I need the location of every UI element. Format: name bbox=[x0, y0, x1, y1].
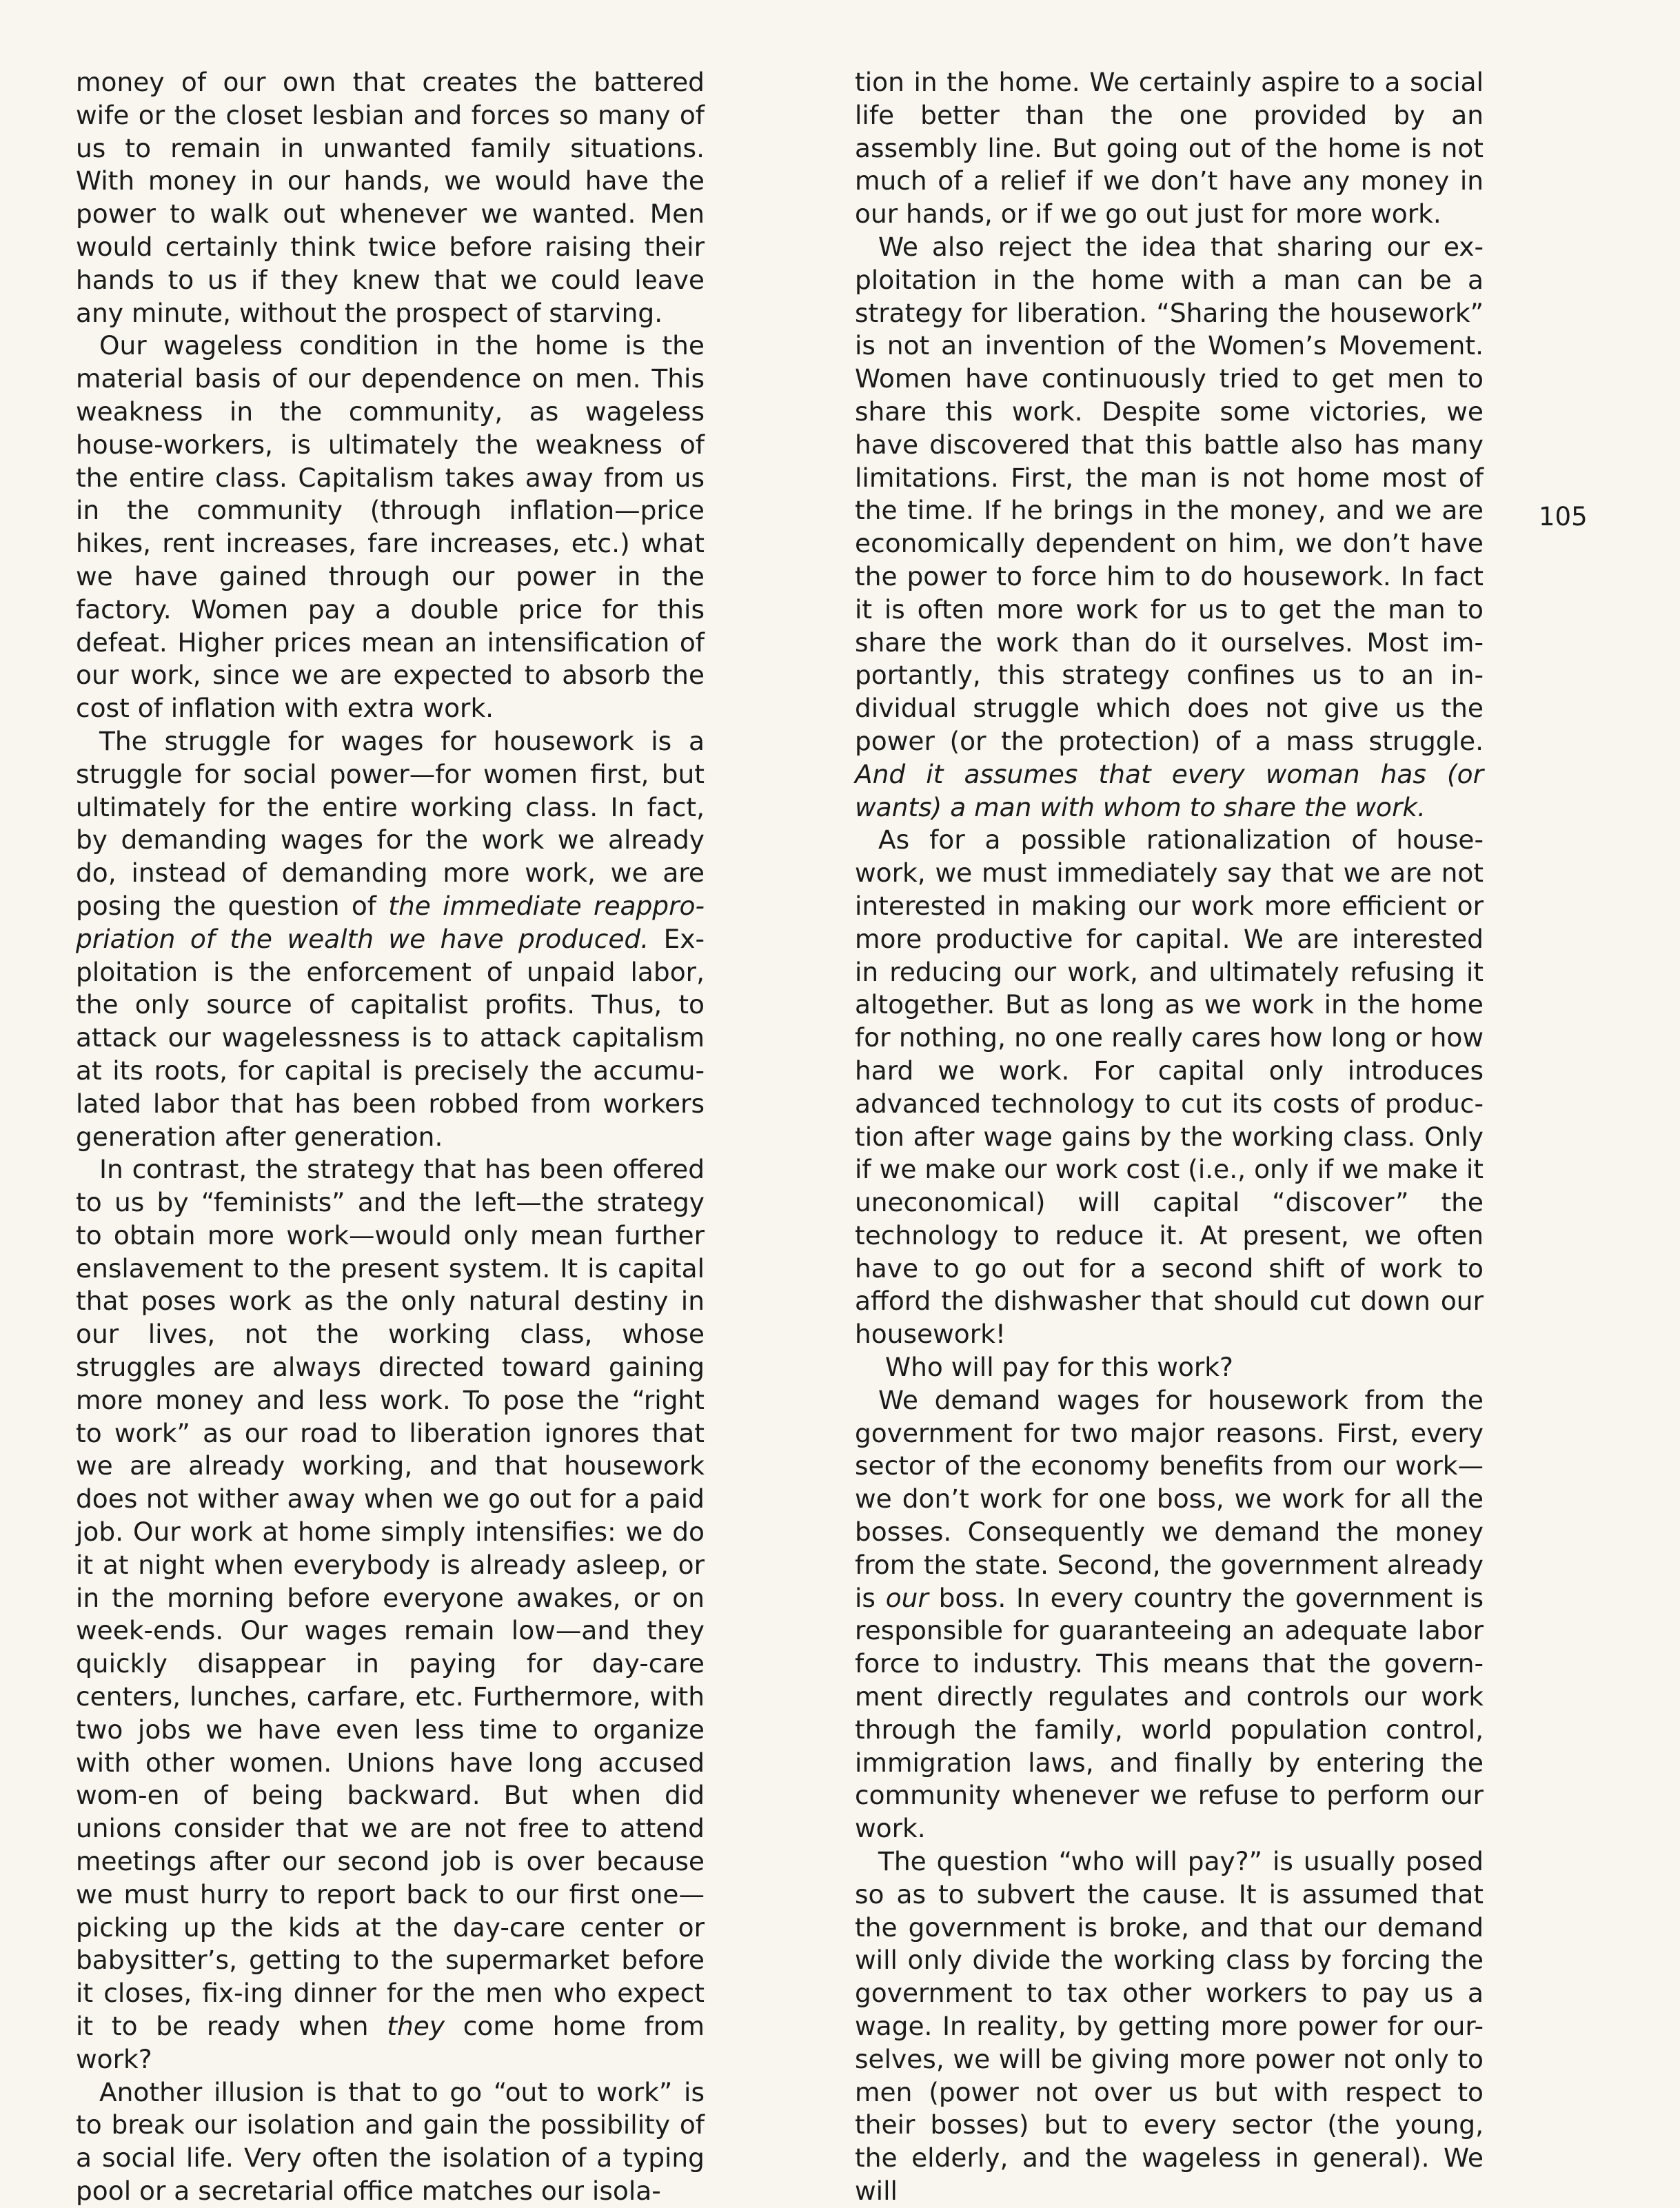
paragraph: As for a possible rationalization of house-work, we must immediately say that we are not interested in making our work more efficient or more productive for capital. We are interested in reducing our work, and ultimately refusing it altogether. But as long as we work in the home for nothing, no one really cares how long or how hard we work. For capital only introduces advanced technology to cut its costs of produc-tion after wage gains by the working class. Only if we make our work cost (i.e., only if we make it uneconomical) will capital “discover” the technology to reduce it. At present, we often have to go out for a second shift of work to afford the dishwasher that should cut down our housework! bbox=[855, 824, 1484, 1350]
paragraph-text: We also reject the idea that sharing our ex-ploitation in the home with a man can be a strategy for liberation. “Sharing the housework” is not an invention of the Women’s Movement. Women have continuously tried to get men to share this work. Despite some victories, we have discovered that this battle also has many limitations. First, the man is not home most of the time. If he brings in the money, and we are economically dependent on him, we don’t have the power to force him to do housework. In fact it is often more work for us to get the man to share the work than do it ourselves. Most im-portantly, this strategy confines us to an in-dividual struggle which does not give us the power (or the protection) of a mass struggle. bbox=[855, 231, 1484, 756]
italic-emphasis: they bbox=[387, 2011, 445, 2042]
paragraph bbox=[76, 1153, 705, 2076]
paragraph-text: In contrast, the strategy that has been offered to us by “feminists” and the left—the strategy to obtain more work—would only mean further enslavement to the present system. It is capital that poses work as the only natural destiny in our lives, not the working class, whose struggles are always directed toward gaining more money and less work. To pose the “right to work” as our road to liberation ignores that we are already working, and that housework does not wither away when we go out for a paid job. Our work at home simply intensifies: we do it at night when everybody is already asleep, or in the morning before everyone awakes, or on week-ends. Our wages remain low—and they quickly disappear in paying for day-care centers, lunches, carfare, etc. Furthermore, with two jobs we have even less time to organize with other women. Unions have long accused wom-en of being backward. But when did unions consider that we are not free to attend meetings after our second job is over because we must hurry to report back to our first one—picking up the kids at the day-care center or babysitter’s, getting to the supermarket before it closes, fix-ing dinner for the men who expect it to be ready when bbox=[76, 1154, 705, 2042]
italic-emphasis: the immediate reappro-priation of the wealth we have produced. bbox=[76, 890, 705, 954]
paragraph: money of our own that creates the battered wife or the closet lesbian and forces so many of us to remain in unwanted family situations. With money in our hands, we would have the power to walk out whenever we wanted. Men would certainly think twice before raising their hands to us if they knew that we could leave any minute, without the prospect of starving. bbox=[76, 67, 705, 328]
italic-emphasis: our bbox=[885, 1582, 929, 1613]
paragraph: Who will pay for this work? bbox=[885, 1352, 1233, 1383]
paragraph-text: Ex-ploitation is the enforcement of unpaid labor, the only source of capitalist profits. Thus, to attack our wagelessness is to attack capitalism at its roots, for capital is precisely the accumu-lated labor that has been robbed from workers generation after generation. bbox=[76, 923, 705, 1152]
right-text-column bbox=[855, 66, 1484, 2208]
paragraph: tion in the home. We certainly aspire to a social life better than the one provided by an assembly line. But going out of the home is not much of a relief if we don’t have any money in our hands, or if we go out just for more work. bbox=[855, 67, 1484, 230]
paragraph-text: come home from work? bbox=[76, 2011, 705, 2074]
page-number: 105 bbox=[1539, 502, 1588, 531]
paragraph: The question “who will pay?” is usually posed so as to subvert the cause. It is assumed that the government is broke, and that our demand will only divide the working class by forcing the government to tax other workers to pay us a wage. In reality, by getting more power for our-selves, we will be giving more power not only to men (power not over us but with respect to their bosses) but to every sector (the young, the elderly, and the wageless in general). We will bbox=[855, 1846, 1484, 2206]
paragraph-text: boss. In every country the government is responsible for guaranteeing an adequate labor force to industry. This means that the govern-ment directly regulates and controls our work through the family, world population control, immigration laws, and finally by entering the community whenever we refuse to perform our work. bbox=[855, 1582, 1484, 1844]
italic-emphasis: And it assumes that every woman has (or wants) a man with whom to share the work. bbox=[855, 758, 1484, 822]
paragraph bbox=[855, 231, 1484, 824]
paragraph-text: We demand wages for housework from the government for two major reasons. First, every sector of the economy benefits from our work—we don’t work for one boss, we work for all the bosses. Consequently we demand the money from the state. Second, the government already is bbox=[855, 1384, 1484, 1613]
paragraph: Our wageless condition in the home is the material basis of our dependence on men. This weakness in the community, as wageless house-workers, is ultimately the weakness of the entire class. Capitalism takes away from us in the community (through inflation—price hikes, rent increases, fare increases, etc.) what we have gained through our power in the factory. Women pay a double price for this defeat. Higher prices mean an intensification of our work, since we are expected to absorb the cost of inflation with extra work. bbox=[76, 330, 705, 724]
paragraph-text: The struggle for wages for housework is a struggle for social power—for women first, but ultimately for the entire working class. In fact, by demanding wages for the work we already do, instead of demanding more work, we are posing the question of bbox=[76, 725, 705, 921]
paragraph: Another illusion is that to go “out to work” is to break our isolation and gain the possibility of a social life. Very often the isolation of a typing pool or a secretarial office matches our isola- bbox=[76, 2076, 705, 2206]
left-text-column bbox=[76, 66, 705, 2208]
paragraph bbox=[855, 1384, 1484, 1845]
paragraph bbox=[76, 725, 705, 1153]
